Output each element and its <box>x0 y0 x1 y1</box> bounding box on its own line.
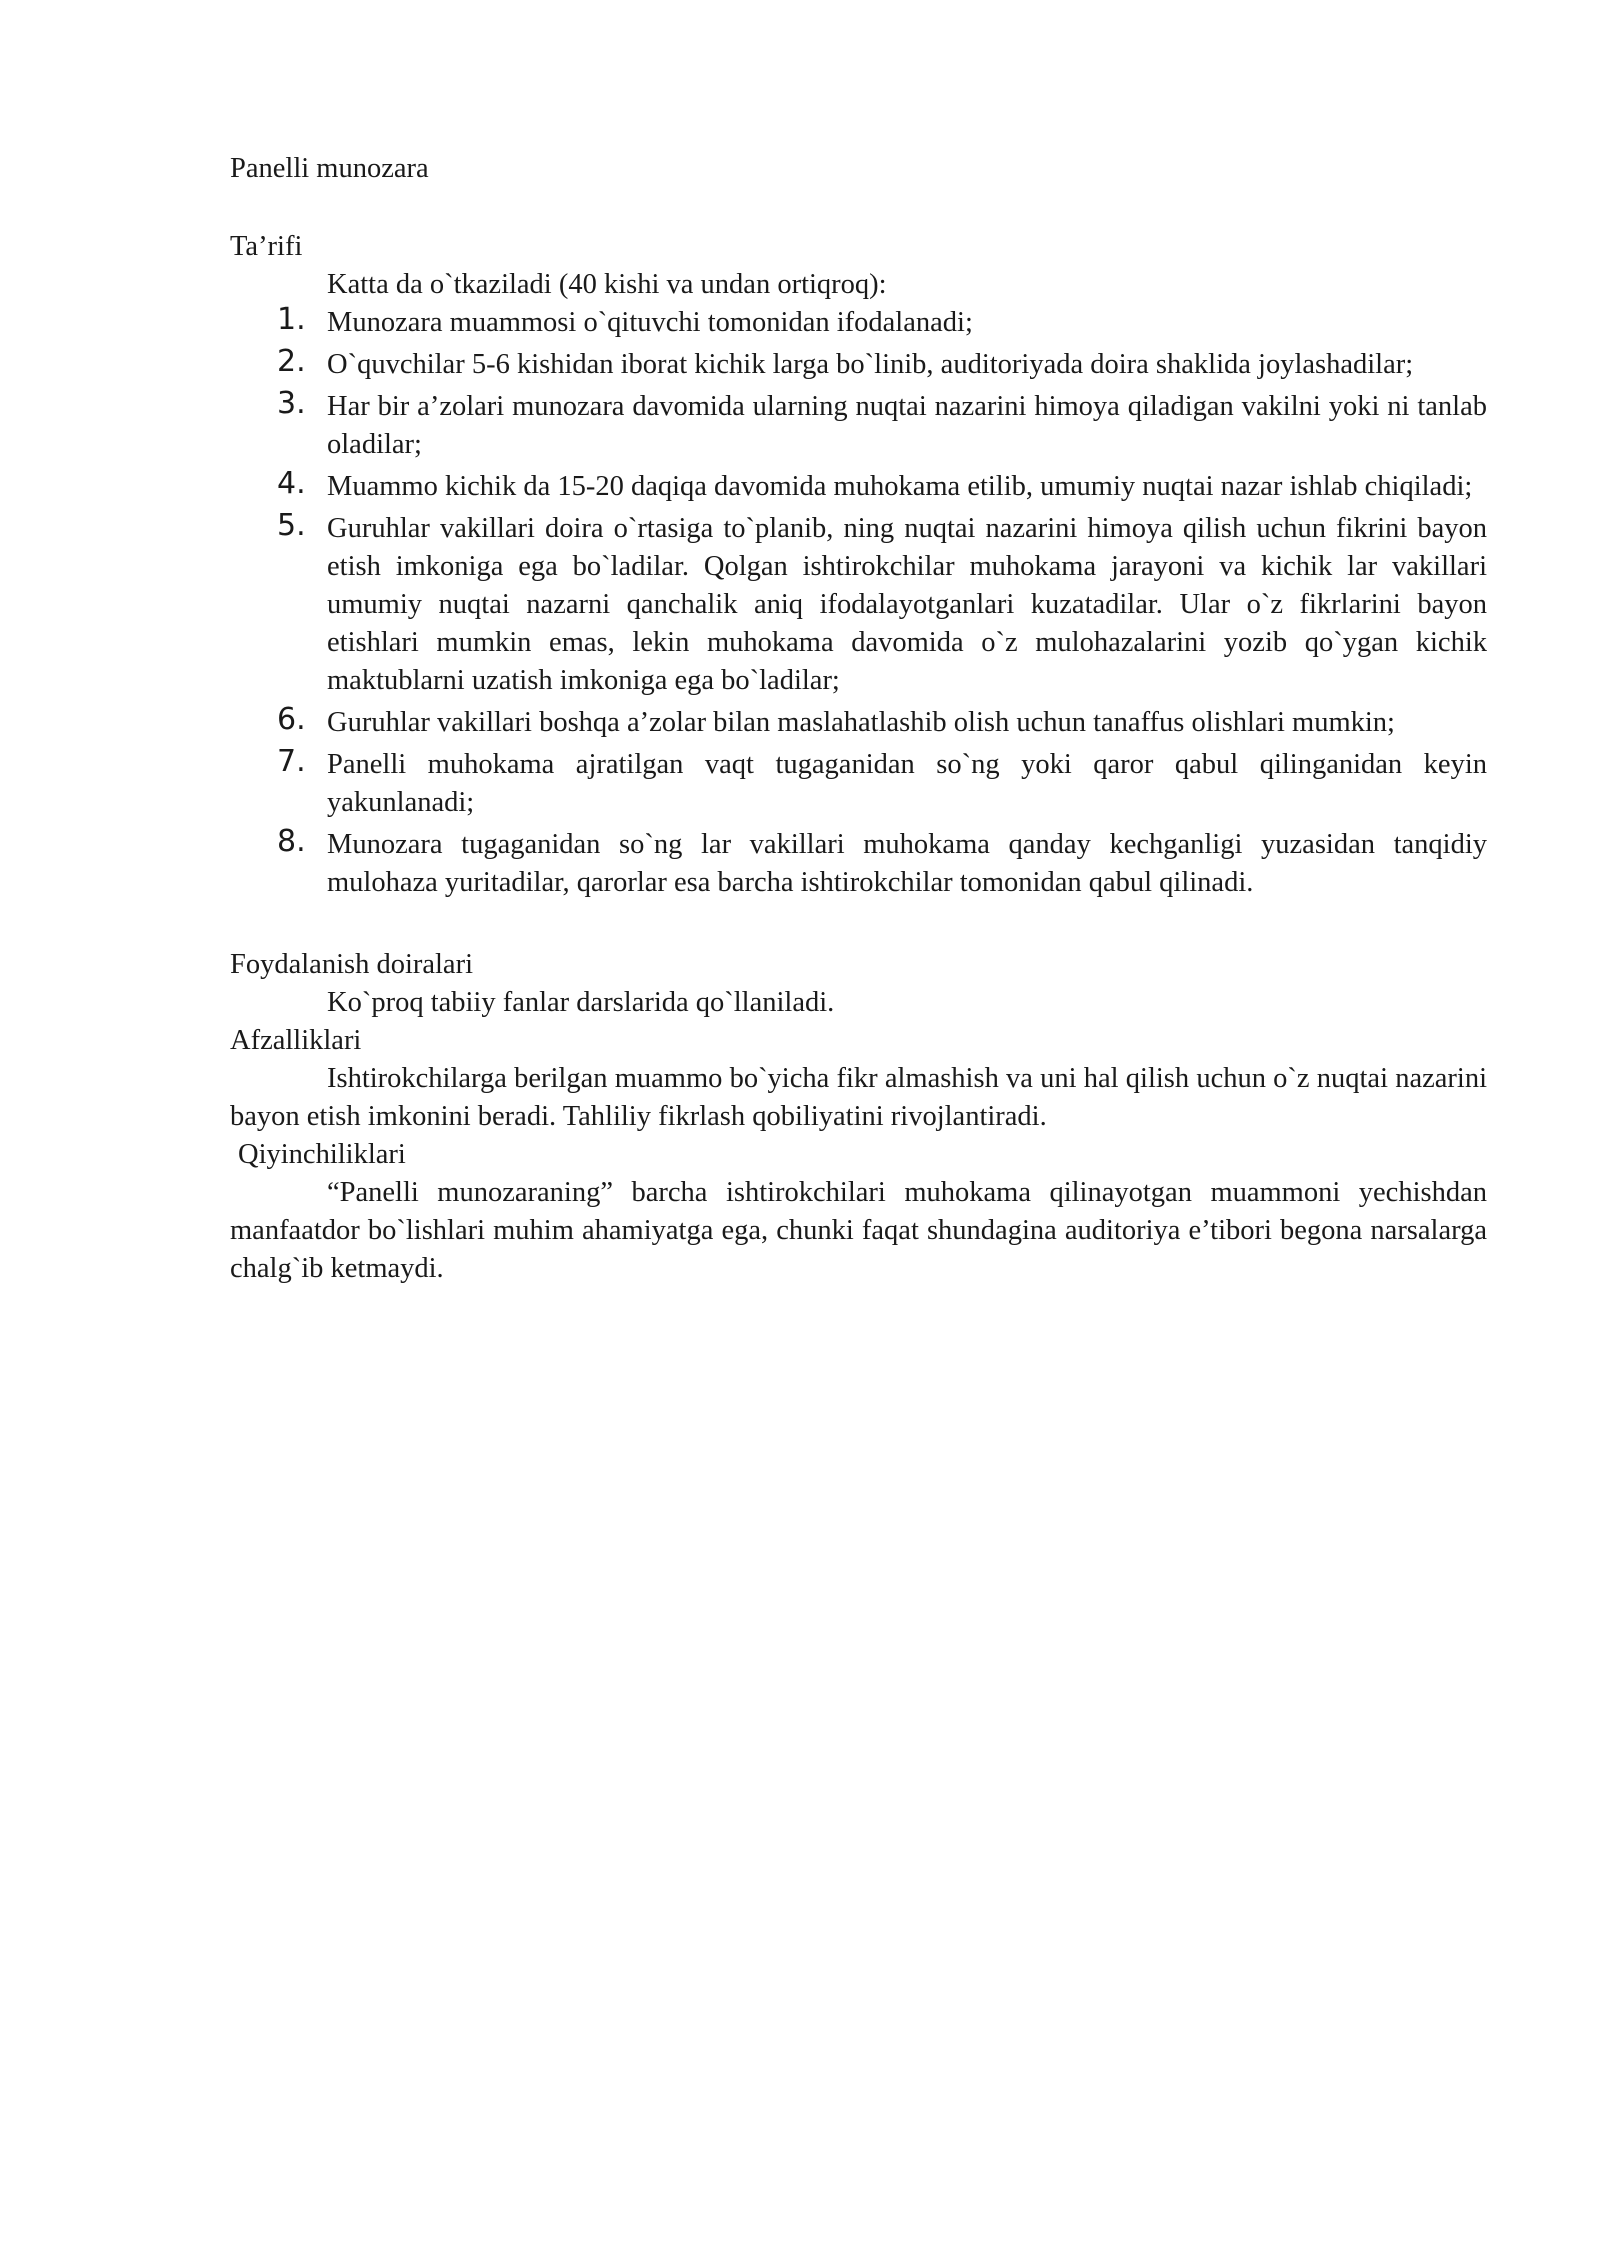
list-number: 6. <box>277 702 306 737</box>
list-item-text: O`quvchilar 5-6 kishidan iborat kichik larga bo`linib, auditoriyada doira shaklida joylashadilar; <box>327 349 1414 380</box>
section-heading-tarifi: Ta’rifi <box>230 231 303 262</box>
section-heading-foydalanish: Foydalanish doiralari <box>230 949 473 980</box>
qiyinchiliklari-text: “Panelli munozaraning” barcha ishtirokchilari muhokama qilinayotgan muammoni yechishdan manfaatdor bo`lishlari muhim ahamiyatga ega, chunki faqat shundagina auditoriya e’tibori begona narsalarga chalg`ib ketmaydi. <box>230 1177 1487 1284</box>
list-number: 1. <box>277 302 306 337</box>
list-item-text: Muammo kichik da 15-20 daqiqa davomida muhokama etilib, umumiy nuqtai nazar ishlab chiqiladi; <box>327 471 1473 502</box>
list-item <box>230 746 1487 822</box>
section-heading-afzalliklari: Afzalliklari <box>230 1025 362 1056</box>
document-title: Panelli munozara <box>230 153 429 184</box>
spacer <box>230 906 1487 946</box>
list-number: 4. <box>277 466 306 501</box>
list-item-text: Guruhlar vakillari doira o`rtasiga to`planib, ning nuqtai nazarini himoya qilish uchun fikrini bayon etish imkoniga ega bo`ladilar. Qolgan ishtirokchilar muhokama jarayoni va kichik lar vakillari umumiy nuqtai nazarni qanchalik aniq ifodalayotganlari kuzatadilar. Ular o`z fikrlarini bayon etishlari mumkin emas, lekin muhokama davomida o`z mulohazalarini yozib qo`ygan kichik maktublarni uzatish imkoniga ega bo`ladilar; <box>327 513 1487 696</box>
list-item <box>230 510 1487 700</box>
list-item <box>230 304 1487 342</box>
spacer <box>230 188 1487 228</box>
list-item <box>230 826 1487 902</box>
foydalanish-text: Ko`proq tabiiy fanlar darslarida qo`llaniladi. <box>327 987 835 1018</box>
list-item-text: Munozara muammosi o`qituvchi tomonidan ifodalanadi; <box>327 307 973 338</box>
section-heading-qiyinchiliklari: Qiyinchiliklari <box>238 1139 406 1170</box>
list-number: 7. <box>277 744 306 779</box>
tarifi-intro: Katta da o`tkaziladi (40 kishi va undan ortiqroq): <box>327 269 887 300</box>
list-item <box>230 704 1487 742</box>
list-item-text: Panelli muhokama ajratilgan vaqt tugaganidan so`ng yoki qaror qabul qilinganidan keyin yakunlanadi; <box>327 749 1487 818</box>
list-number: 3. <box>277 386 306 421</box>
list-item <box>230 388 1487 464</box>
list-item-text: Munozara tugaganidan so`ng lar vakillari muhokama qanday kechganligi yuzasidan tanqidiy mulohaza yuritadilar, qarorlar esa barcha ishtirokchilar tomonidan qabul qilinadi. <box>327 829 1487 898</box>
list-item <box>230 346 1487 384</box>
list-item-text: Har bir a’zolari munozara davomida ularning nuqtai nazarini himoya qiladigan vakilni yoki ni tanlab oladilar; <box>327 391 1487 460</box>
list-item-text: Guruhlar vakillari boshqa a’zolar bilan maslahatlashib olish uchun tanaffus olishlari mumkin; <box>327 707 1395 738</box>
afzalliklari-text: Ishtirokchilarga berilgan muammo bo`yicha fikr almashish va uni hal qilish uchun o`z nuqtai nazarini bayon etish imkonini beradi. Tahliliy fikrlash qobiliyatini rivojlantiradi. <box>230 1063 1487 1132</box>
list-number: 5. <box>277 508 306 543</box>
steps-list <box>230 304 1487 902</box>
list-number: 2. <box>277 344 306 379</box>
list-item <box>230 468 1487 506</box>
document-page <box>230 150 1487 1288</box>
list-number: 8. <box>277 824 306 859</box>
